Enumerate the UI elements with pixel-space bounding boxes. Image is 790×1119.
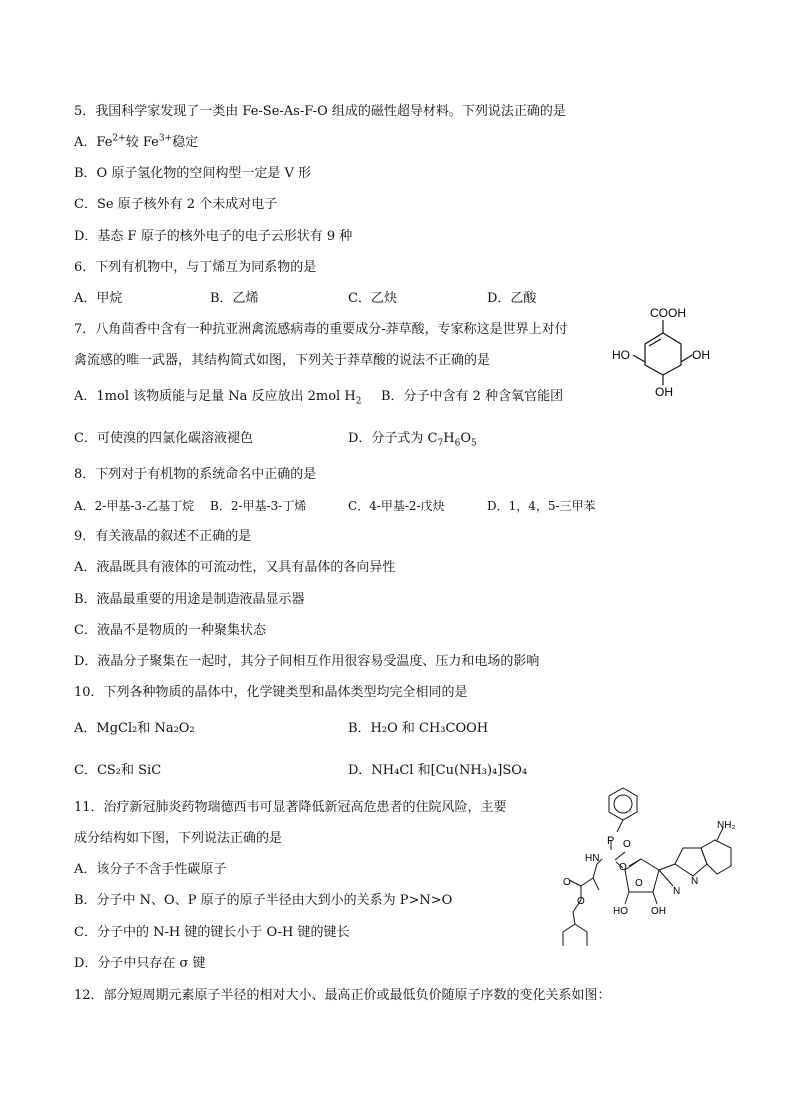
q6-option-b: B．乙烯 xyxy=(210,291,259,306)
q7-option-a: A．1mol 该物质能与足量 Na 反应放出 2mol $H_2$ xyxy=(74,389,362,407)
q10-option-b: B．H₂O 和 CH₃COOH xyxy=(348,721,489,736)
q7-option-b: B．分子中含有 2 种含氧官能团 xyxy=(381,389,564,404)
cooh-label: COOH xyxy=(650,306,686,320)
q6-stem: 6．下列有机物中，与丁烯互为同系物的是 xyxy=(74,260,317,275)
q8-option-d: D．1，4，5-三甲苯 xyxy=(487,499,596,513)
q5-stem: 5．我国科学家发现了一类由 Fe-Se-As-F-O 组成的磁性超导材料。下列说法正确的是 xyxy=(74,104,566,119)
q8-option-c: C．4-甲基-2-戊炔 xyxy=(348,499,445,513)
q7-option-d: D．分子式为 $C_7H_6O_5$ xyxy=(348,431,477,449)
oh-label-3: OH xyxy=(651,906,666,917)
ho-label: HO xyxy=(612,348,630,362)
q7-stem-line2: 禽流感的唯一武器，其结构简式如图，下列关于莽草酸的说法不正确的是 xyxy=(74,353,491,368)
pyrrole-n-label: N xyxy=(691,876,699,887)
q9-option-c: C．液晶不是物质的一种聚集状态 xyxy=(74,623,266,638)
q10-option-a: A．MgCl₂和 Na₂O₂ xyxy=(74,721,195,736)
q10-option-c: C．CS₂和 SiC xyxy=(74,763,162,778)
p-oxo-label: O xyxy=(623,839,631,850)
q8-option-a: A．2-甲基-3-乙基丁烷 xyxy=(74,499,195,513)
q6-option-c: C．乙炔 xyxy=(348,291,397,306)
oh-label-bottom: OH xyxy=(655,385,673,399)
q8-stem: 8．下列对于有机物的系统命名中正确的是 xyxy=(74,467,317,482)
q11-stem-line1: 11．治疗新冠肺炎药物瑞德西韦可显著降低新冠高危患者的住院风险，主要 xyxy=(74,800,507,815)
remdesivir-structure xyxy=(545,782,750,972)
hn-label: HN xyxy=(585,853,600,864)
q9-option-a: A．液晶既具有液体的可流动性，又具有晶体的各向异性 xyxy=(74,560,396,575)
q12-stem: 12．部分短周期元素原子半径的相对大小、最高正价或最低负价随原子序数的变化关系如图： xyxy=(74,988,611,1003)
q11-option-a: A．该分子不含手性碳原子 xyxy=(74,862,227,877)
q11-option-c: C．分子中的 N-H 键的键长小于 O-H 键的键长 xyxy=(74,925,350,940)
carbonyl-o-label: O xyxy=(563,877,571,888)
q10-option-d: D．NH₄Cl 和[Cu(NH₃)₄]SO₄ xyxy=(348,763,528,778)
q6-option-a: A．甲烷 xyxy=(74,291,123,306)
shikimic-acid-structure xyxy=(610,300,730,400)
oh-label-right: OH xyxy=(692,348,710,362)
q9-option-b: B．液晶最重要的用途是制造液晶显示器 xyxy=(74,592,305,607)
q6-option-d: D．乙酸 xyxy=(487,291,537,306)
q11-option-d: D．分子中只存在 σ 键 xyxy=(74,956,206,971)
ester-o2-label: O xyxy=(577,896,585,907)
nh2-label: NH₂ xyxy=(717,820,736,831)
q5-option-d: D．基态 F 原子的核外电子的电子云形状有 9 种 xyxy=(74,229,353,244)
q11-stem-line2: 成分结构如下图，下列说法正确的是 xyxy=(74,831,283,846)
p-atom-label: P xyxy=(607,835,615,847)
q5-option-b: B．O 原子氢化物的空间构型一定是 V 形 xyxy=(74,166,311,181)
q9-stem: 9．有关液晶的叙述不正确的是 xyxy=(74,529,252,544)
ring-o-label: O xyxy=(635,878,643,889)
q7-option-c: C．可使溴的四氯化碳溶液褪色 xyxy=(74,431,253,446)
q10-stem: 10．下列各种物质的晶体中，化学键类型和晶体类型均完全相同的是 xyxy=(74,685,468,700)
ester-o-label: O xyxy=(619,862,627,873)
q8-option-b: B．2-甲基-3-丁烯 xyxy=(210,499,307,513)
q11-option-b: B．分子中 N、O、P 原子的原子半径由大到小的关系为 P>N>O xyxy=(74,893,453,908)
cyano-n-label: N xyxy=(673,886,681,897)
q9-option-d: D．液晶分子聚集在一起时，其分子间相互作用很容易受温度、压力和电场的影响 xyxy=(74,654,540,669)
q7-stem-line1: 7．八角茴香中含有一种抗亚洲禽流感病毒的重要成分-莽草酸，专家称这是世界上对付 xyxy=(74,322,568,337)
ho-label-2: HO xyxy=(613,906,628,917)
q5-option-c: C．Se 原子核外有 2 个未成对电子 xyxy=(74,197,278,212)
q5-option-a: A．$Fe^{2+}$较 $Fe^{3+}$稳定 xyxy=(74,133,199,150)
